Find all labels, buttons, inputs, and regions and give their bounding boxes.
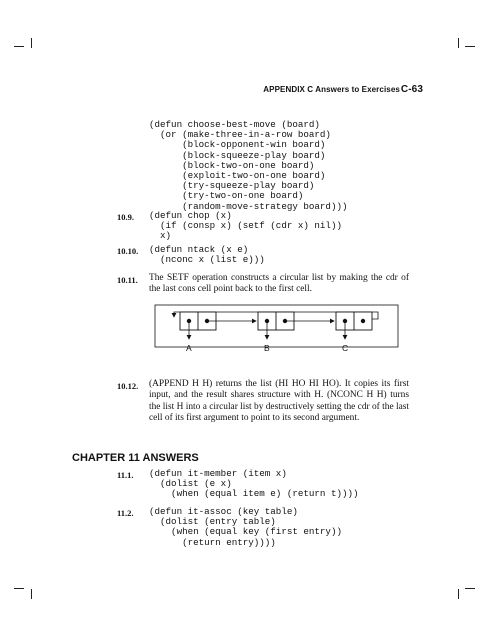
crop-mark-bl-v bbox=[31, 589, 32, 599]
circular-list-diagram bbox=[0, 300, 495, 380]
diagram-label-b: B bbox=[264, 343, 270, 353]
exercise-number-11-1: 11.1. bbox=[117, 470, 134, 480]
code-ntack: (defun ntack (x e) (nconc x (list e))) bbox=[149, 244, 265, 266]
crop-mark-tr-h bbox=[465, 46, 475, 47]
exercise-number-11-2: 11.2. bbox=[117, 508, 134, 518]
header-title: APPENDIX C Answers to Exercises bbox=[263, 85, 400, 94]
exercise-number-10-10: 10.10. bbox=[117, 246, 139, 256]
chapter-heading: CHAPTER 11 ANSWERS bbox=[72, 452, 199, 464]
page-number: C-63 bbox=[400, 84, 423, 95]
exercise-number-10-11: 10.11. bbox=[117, 275, 138, 285]
code-chop: (defun chop (x) (if (consp x) (setf (cdr x) nil)) x) bbox=[149, 210, 342, 242]
code-it-assoc: (defun it-assoc (key table) (dolist (entry table) (when (equal key (first entry)) (return entry)))) bbox=[149, 506, 342, 548]
exercise-number-10-9: 10.9. bbox=[117, 212, 134, 222]
code-it-member: (defun it-member (item x) (dolist (e x) (when (equal item e) (return t)))) bbox=[149, 468, 359, 500]
crop-mark-tl-v bbox=[31, 38, 32, 48]
crop-mark-tr-v bbox=[458, 38, 459, 48]
exercise-number-10-12: 10.12. bbox=[117, 381, 139, 391]
crop-mark-br-v bbox=[458, 589, 459, 599]
crop-mark-tl-h bbox=[14, 46, 24, 47]
answer-10-11-text: The SETF operation constructs a circular list by making the cdr of the last cons cell point back to the first cell. bbox=[149, 273, 409, 295]
answer-10-12-text: (APPEND H H) returns the list (HI HO HI HO). It copies its first input, and the result shares structure with H. (NCONC H H) turns the list H into a circular list by destructively setting the cdr of the last cell of its first argument to point to its second argument. bbox=[149, 379, 409, 423]
running-header bbox=[263, 84, 423, 95]
crop-mark-br-h bbox=[465, 588, 475, 589]
code-choose-best-move: (defun choose-best-move (board) (or (make-three-in-a-row board) (block-opponent-win board) (block-squeeze-play board) (block-two-on-one board) (exploit-two-on-one board) (try-squeeze-play board) (try-two-on-one board) (random-move-strategy board))) bbox=[149, 119, 348, 212]
crop-mark-bl-h bbox=[14, 588, 24, 589]
diagram-label-a: A bbox=[186, 343, 192, 353]
diagram-label-c: C bbox=[342, 343, 349, 353]
